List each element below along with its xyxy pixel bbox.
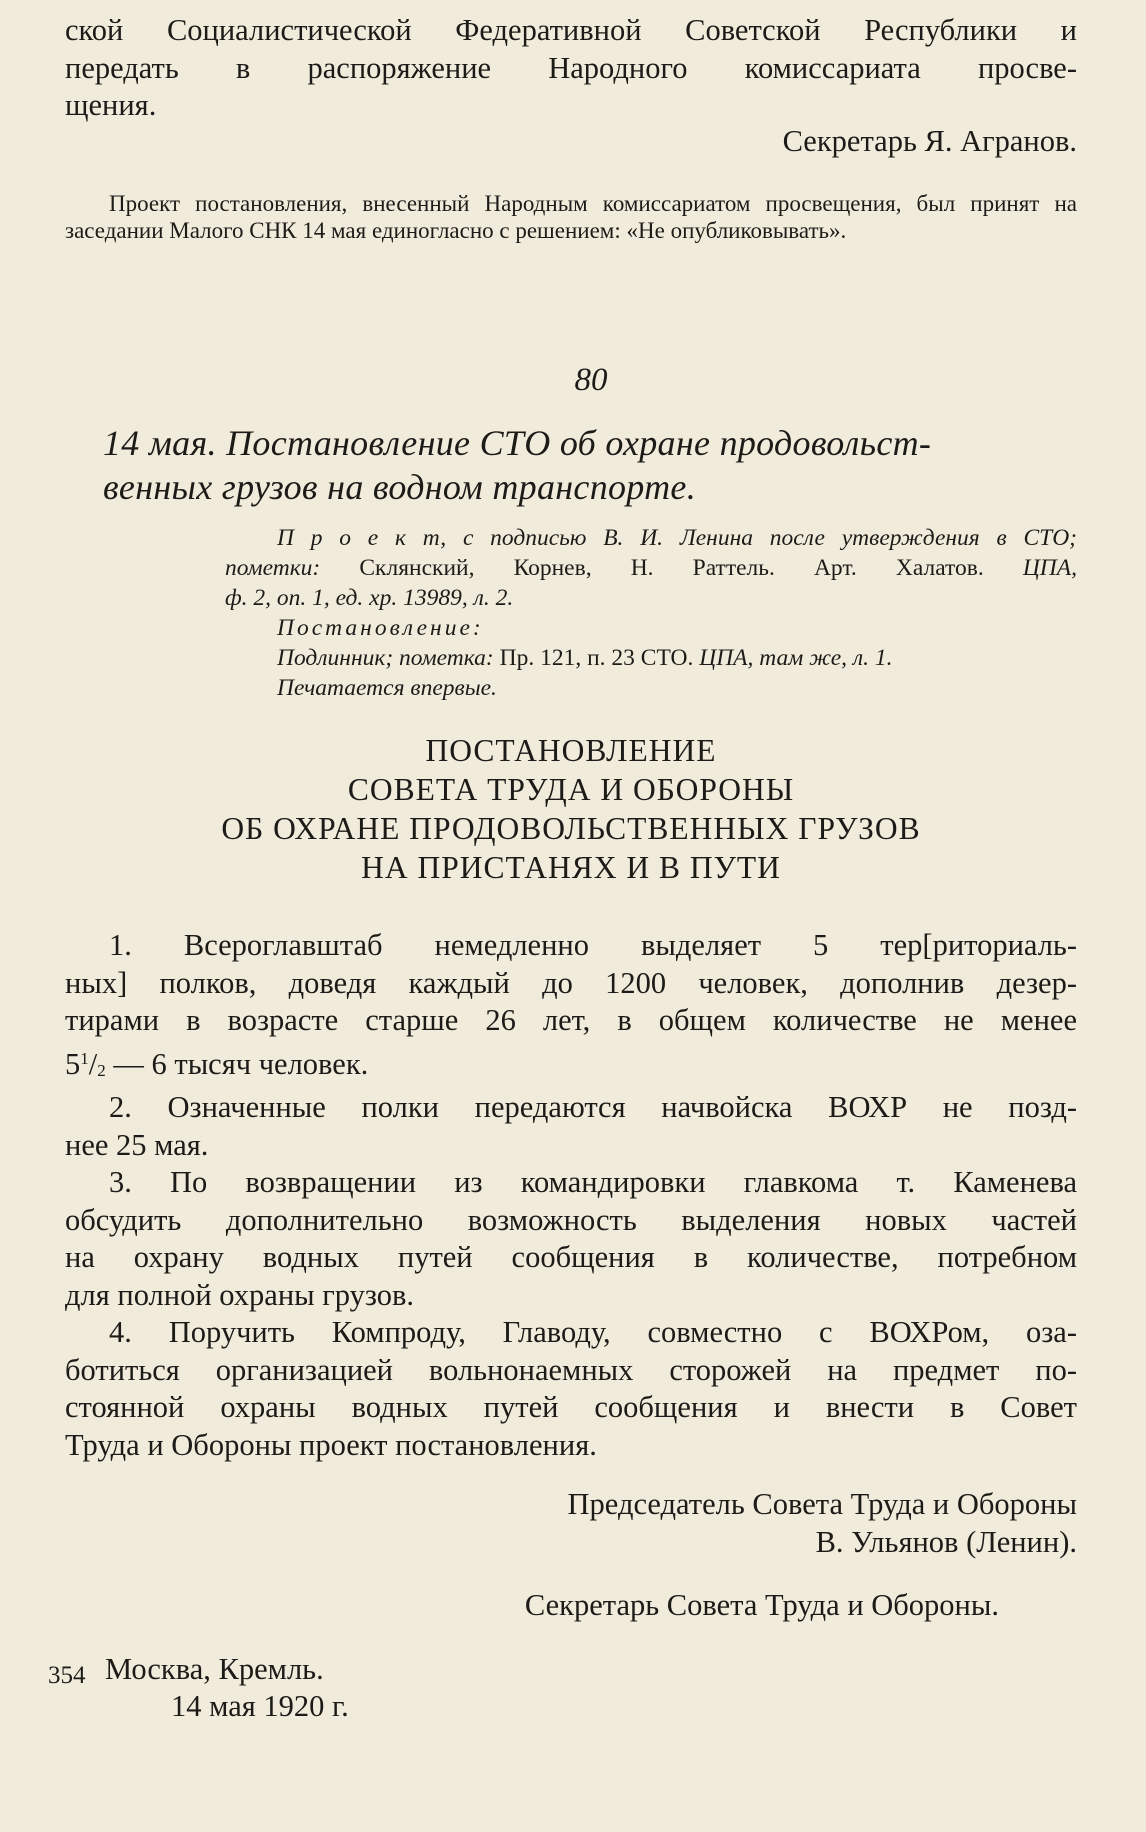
fraction-whole: 5 <box>65 1046 81 1081</box>
signature-agranov: Секретарь Я. Агранов. <box>782 123 1077 158</box>
top-continuation <box>65 12 1077 160</box>
source-text: Пр. 121, п. 23 СТО. <box>493 645 700 671</box>
text-line: 4. Поручить Компроду, Главоду, совместно с ВОХРом, оза- <box>109 1315 1077 1349</box>
text-line: тирами в возрасте старше 26 лет, в общем количестве не менее <box>65 1003 1077 1037</box>
resolution-points <box>65 927 1077 1464</box>
page-number: 354 <box>48 1662 86 1689</box>
secretary-signature: Секретарь Совета Труда и Обороны. <box>524 1588 999 1622</box>
chairman-name: В. Ульянов (Ленин). <box>815 1524 1077 1559</box>
title-line: НА ПРИСТАНЯХ И В ПУТИ <box>361 850 781 885</box>
text-line: нее 25 мая. <box>65 1127 209 1162</box>
place-city: Москва, Кремль. <box>105 1651 324 1686</box>
heading-line: венных грузов на водном транспорте. <box>103 467 697 507</box>
editorial-note: Проект постановления, внесенный Народным комиссариатом просвещения, был принят на заседании Малого СНК 14 мая единогласно с решением: «Не опубликовывать». <box>65 191 1077 243</box>
title-line: СОВЕТА ТРУДА И ОБОРОНЫ <box>347 772 795 807</box>
text-line: для полной охраны грузов. <box>65 1277 415 1312</box>
source-reference <box>225 523 1077 703</box>
text-line: ской Социалистической Федеративной Советской Республики и <box>65 13 1077 47</box>
source-text: ЦПА, там же, л. 1. <box>699 645 893 671</box>
source-text: пометки: <box>225 555 321 581</box>
source-text: Постановление: <box>277 615 484 641</box>
place-date: 14 мая 1920 г. <box>171 1689 349 1723</box>
text-fragment: — 6 тысяч человек. <box>105 1046 369 1081</box>
document-heading <box>65 421 1077 509</box>
title-line: ОБ ОХРАНЕ ПРОДОВОЛЬСТВЕННЫХ ГРУЗОВ <box>221 811 921 846</box>
heading-line: 14 мая. Постановление СТО об охране продовольст- <box>103 423 932 463</box>
document-page <box>65 12 1077 1726</box>
text-line: 3. По возвращении из командировки главкома т. Каменева <box>109 1165 1077 1199</box>
text-line: стоянной охраны водных путей сообщения и внести в Совет <box>65 1390 1077 1424</box>
text-line: 1. Всероглавштаб немедленно выделяет 5 тер[риториаль- <box>109 928 1077 962</box>
title-line: ПОСТАНОВЛЕНИЕ <box>425 733 717 768</box>
source-text: ф. 2, оп. 1, ед. хр. 13989, л. 2. <box>225 585 514 611</box>
text-line: $5^1/_2$ — 6 тысяч человек. <box>65 1046 369 1081</box>
chairman-signature <box>65 1486 1077 1561</box>
text-line: передать в распоряжение Народного комиссариата просве- <box>65 50 1077 85</box>
text-line: обсудить дополнительно возможность выделения новых частей <box>65 1202 1077 1237</box>
source-text: П р о е к т, с подписью В. И. Ленина после утверждения в СТО; <box>277 525 1077 551</box>
text-line: щения. <box>65 88 157 122</box>
text-line: Труда и Обороны проект постановления. <box>65 1427 597 1462</box>
resolution-title <box>65 731 1077 887</box>
chairman-title: Председатель Совета Труда и Обороны <box>567 1487 1077 1521</box>
text-line: на охрану водных путей сообщения в количестве, потребном <box>65 1240 1077 1274</box>
fraction-denominator: 2 <box>97 1060 106 1080</box>
source-text: ЦПА, <box>1022 555 1077 581</box>
text-line: 2. Означенные полки передаются начвойска ВОХР не позд- <box>109 1090 1077 1124</box>
source-text: Склянский, Корнев, Н. Раттель. Арт. Халатов. <box>320 555 1023 581</box>
source-text: Подлинник; пометка: <box>277 645 494 671</box>
text-line: ных] полков, доведя каждый до 1200 человек, дополнив дезер- <box>65 965 1077 1000</box>
fraction-numerator: 1 <box>80 1048 89 1068</box>
place-and-date <box>65 1651 1077 1726</box>
source-text: Печатается впервые. <box>277 675 497 701</box>
document-number: 80 <box>574 362 608 398</box>
text-line: ботиться организацией вольнонаемных сторожей на предмет по- <box>65 1352 1077 1387</box>
